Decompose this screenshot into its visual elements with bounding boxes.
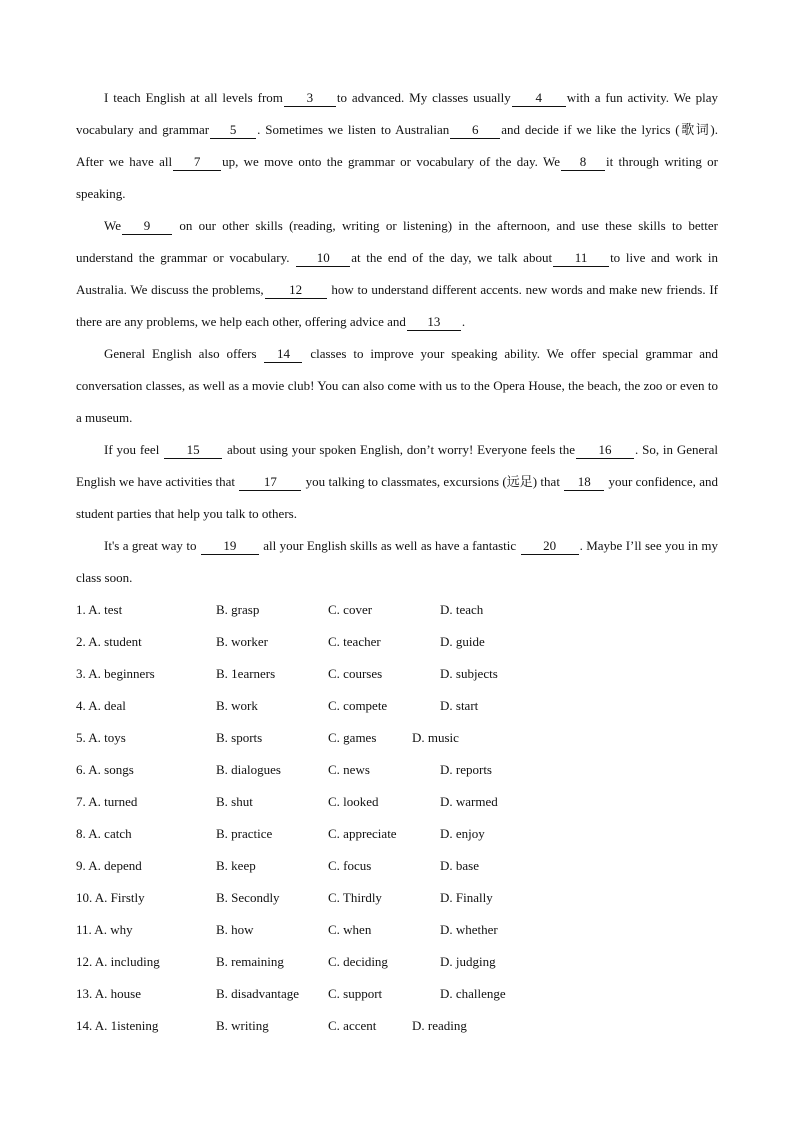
answer-blank: 20 — [521, 538, 579, 555]
option-a: 3. A. beginners — [76, 666, 155, 681]
answer-blank: 8 — [561, 154, 605, 171]
option-d: D. start — [440, 698, 479, 713]
option-row — [76, 754, 718, 786]
option-row — [76, 882, 718, 914]
option-c: C. Thirdly — [328, 890, 382, 905]
option-c: C. looked — [328, 794, 379, 809]
option-a: 8. A. catch — [76, 826, 132, 841]
answer-blank: 18 — [564, 474, 604, 491]
option-a: 2. A. student — [76, 634, 142, 649]
option-row — [76, 658, 718, 690]
answer-blank: 12 — [265, 282, 327, 299]
option-c: C. compete — [328, 698, 388, 713]
option-c: C. when — [328, 922, 372, 937]
option-a: 14. A. 1istening — [76, 1018, 159, 1033]
option-b: B. how — [216, 922, 254, 937]
option-b: B. worker — [216, 634, 268, 649]
option-row — [76, 946, 718, 978]
answer-blank: 10 — [296, 250, 350, 267]
answer-blank: 13 — [407, 314, 461, 331]
cloze-passage — [76, 82, 718, 594]
option-d: D. guide — [440, 634, 485, 649]
option-d: D. challenge — [440, 986, 506, 1001]
passage-text: you talking to classmates, excursions (远足) that — [302, 474, 564, 489]
option-b: B. disadvantage — [216, 986, 300, 1001]
option-row — [76, 850, 718, 882]
passage-paragraph — [76, 338, 718, 434]
answer-blank: 5 — [210, 122, 256, 139]
passage-text: . So, in General English we have activities that — [76, 442, 719, 489]
answer-blank: 9 — [122, 218, 172, 235]
passage-text: . — [461, 314, 466, 329]
option-a: 5. A. toys — [76, 730, 126, 745]
option-a: 10. A. Firstly — [76, 890, 145, 905]
option-a: 7. A. turned — [76, 794, 138, 809]
option-d: D. base — [440, 858, 479, 873]
passage-text: at the end of the day, we talk about — [351, 250, 553, 265]
passage-text: and decide if we like the lyrics (歌词). After we have all — [76, 122, 718, 169]
passage-text: If you feel — [104, 442, 164, 457]
option-b: B. writing — [216, 1018, 269, 1033]
answer-options — [76, 594, 718, 1042]
option-c: C. appreciate — [328, 826, 397, 841]
option-a: 12. A. including — [76, 954, 160, 969]
passage-text: all your English skills as well as have a fantastic — [259, 538, 520, 553]
option-b: B. Secondly — [216, 890, 280, 905]
option-b: B. work — [216, 698, 258, 713]
option-c: C. deciding — [328, 954, 388, 969]
option-c: C. accent — [328, 1018, 377, 1033]
option-d: D. reports — [440, 762, 492, 777]
passage-text: I teach English at all levels from — [104, 90, 283, 105]
answer-blank: 17 — [239, 474, 301, 491]
option-row — [76, 914, 718, 946]
option-row — [76, 1010, 718, 1042]
passage-text: about using your spoken English, don’t worry! Everyone feels the — [223, 442, 576, 457]
option-row — [76, 978, 718, 1010]
option-row — [76, 626, 718, 658]
passage-text: your confidence, and student parties that help you talk to others. — [76, 474, 719, 521]
answer-blank: 7 — [173, 154, 221, 171]
passage-text: to live and work in Australia. We discuss the problems, — [76, 250, 718, 297]
passage-text: it through writing or speaking. — [76, 154, 719, 201]
passage-text: with a fun activity. We play vocabulary and grammar — [76, 90, 719, 137]
document-page — [76, 82, 718, 1042]
option-row — [76, 786, 718, 818]
option-a: 6. A. songs — [76, 762, 134, 777]
option-b: B. keep — [216, 858, 256, 873]
option-c: C. teacher — [328, 634, 381, 649]
passage-paragraph — [76, 210, 718, 338]
option-c: C. courses — [328, 666, 383, 681]
answer-blank: 15 — [164, 442, 222, 459]
passage-text: classes to improve your speaking ability. We offer special grammar and conversation classes, as well as a movie club! You can also come with us to the Opera House, the beach, the zoo or even to a museum. — [76, 346, 718, 425]
option-a: 13. A. house — [76, 986, 141, 1001]
option-a: 4. A. deal — [76, 698, 126, 713]
option-row — [76, 690, 718, 722]
option-d: D. subjects — [440, 666, 498, 681]
option-c: C. cover — [328, 602, 373, 617]
option-d: D. warmed — [440, 794, 498, 809]
option-d: D. enjoy — [440, 826, 485, 841]
passage-text: on our other skills (reading, writing or listening) in the afternoon, and use these skills to better understand the grammar or vocabulary. — [76, 218, 718, 265]
passage-text: We — [104, 218, 121, 233]
option-d: D. whether — [440, 922, 498, 937]
option-d: D. reading — [412, 1018, 467, 1033]
answer-blank: 19 — [201, 538, 259, 555]
option-c: C. focus — [328, 858, 372, 873]
answer-blank: 11 — [553, 250, 609, 267]
passage-text: how to understand different accents. new words and make new friends. If there are any problems, we help each other, offering advice and — [76, 282, 718, 329]
option-b: B. 1earners — [216, 666, 276, 681]
option-c: C. games — [328, 730, 377, 745]
option-c: C. support — [328, 986, 383, 1001]
passage-text: It's a great way to — [104, 538, 200, 553]
option-row — [76, 594, 718, 626]
option-c: C. news — [328, 762, 370, 777]
option-b: B. sports — [216, 730, 263, 745]
passage-paragraph — [76, 530, 718, 594]
option-d: D. music — [412, 730, 459, 745]
option-a: 9. A. depend — [76, 858, 142, 873]
option-a: 1. A. test — [76, 602, 123, 617]
passage-paragraph — [76, 434, 718, 530]
option-b: B. shut — [216, 794, 253, 809]
passage-paragraph — [76, 82, 718, 210]
passage-text: up, we move onto the grammar or vocabulary of the day. We — [222, 154, 561, 169]
passage-text: . Sometimes we listen to Australian — [257, 122, 450, 137]
option-d: D. Finally — [440, 890, 493, 905]
option-b: B. dialogues — [216, 762, 281, 777]
option-d: D. teach — [440, 602, 484, 617]
answer-blank: 4 — [512, 90, 566, 107]
option-a: 11. A. why — [76, 922, 133, 937]
answer-blank: 3 — [284, 90, 336, 107]
answer-blank: 14 — [264, 346, 302, 363]
option-row — [76, 722, 718, 754]
answer-blank: 16 — [576, 442, 634, 459]
option-b: B. remaining — [216, 954, 284, 969]
passage-text: General English also offers — [104, 346, 264, 361]
option-b: B. grasp — [216, 602, 260, 617]
option-row — [76, 818, 718, 850]
passage-text: . Maybe I’ll see you in my class soon. — [76, 538, 718, 585]
passage-text: to advanced. My classes usually — [336, 90, 511, 105]
option-d: D. judging — [440, 954, 496, 969]
answer-blank: 6 — [450, 122, 500, 139]
option-b: B. practice — [216, 826, 273, 841]
